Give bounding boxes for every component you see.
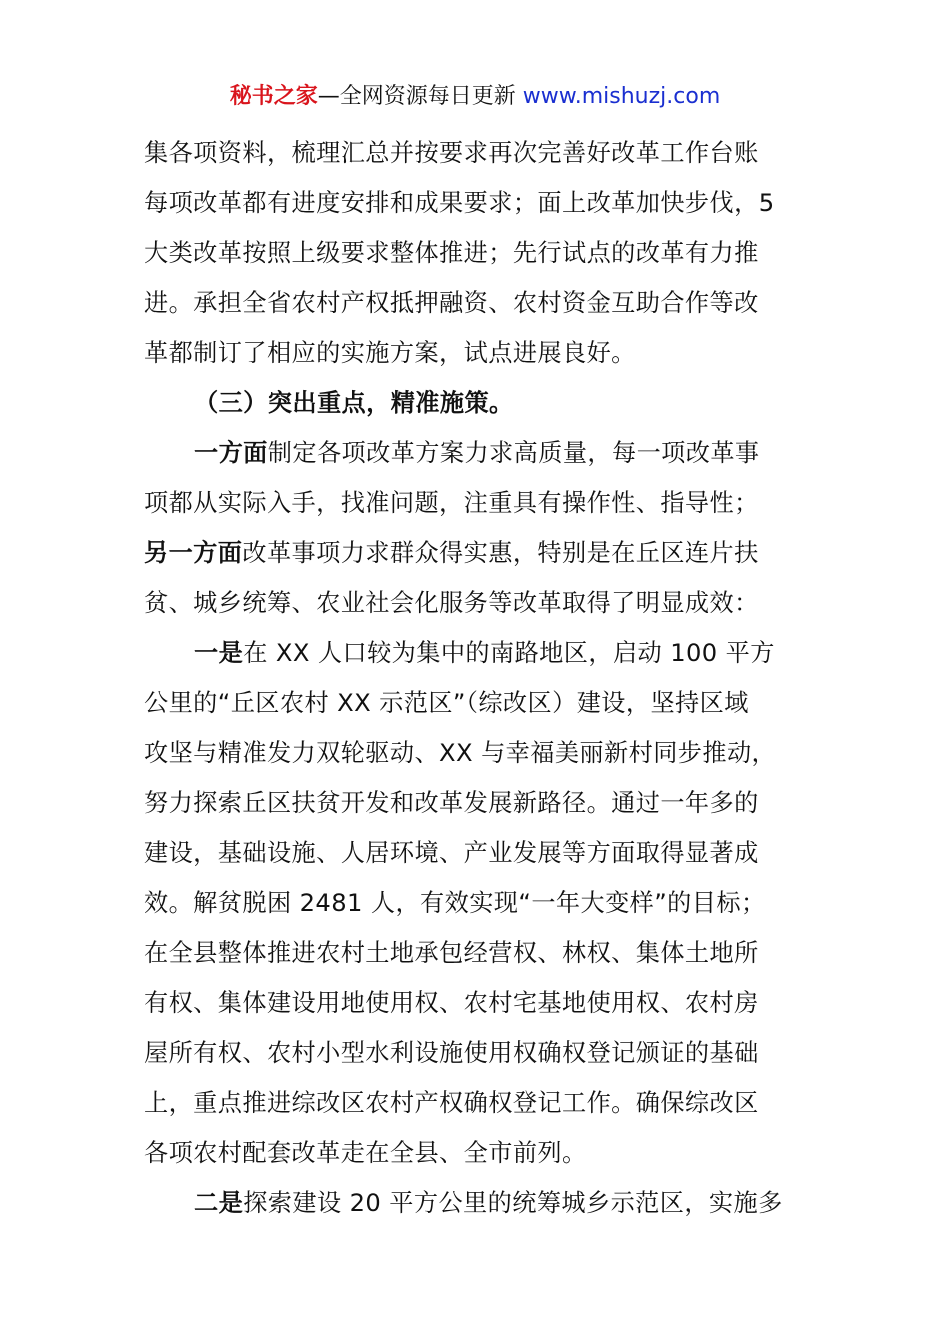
- text-line: [144, 178, 808, 228]
- text-line: [144, 128, 808, 178]
- text-line: [144, 1028, 808, 1078]
- line-text: 项都从实际入手，找准问题，注重具有操作性、指导性；: [144, 489, 759, 517]
- line-text: 屋所有权、农村小型水利设施使用权确权登记颁证的基础: [144, 1039, 759, 1067]
- line-text: 攻坚与精准发力双轮驱动、XX 与幸福美丽新村同步推动，: [144, 739, 777, 767]
- text-line: [144, 978, 808, 1028]
- line-text: 有权、集体建设用地使用权、农村宅基地使用权、农村房: [144, 989, 759, 1017]
- text-line: [144, 1078, 808, 1128]
- text-line: [144, 1178, 808, 1228]
- text-line: [144, 728, 808, 778]
- site-url[interactable]: www.mishuzj.com: [522, 84, 721, 109]
- text-line: [144, 228, 808, 278]
- line-text: 集各项资料，梳理汇总并按要求再次完善好改革工作台账: [144, 139, 759, 167]
- bold-lead: 一是: [194, 639, 244, 667]
- heading-text: （三）突出重点，精准施策。: [194, 389, 514, 417]
- text-line: [144, 1128, 808, 1178]
- text-line: [144, 528, 808, 578]
- line-text: 公里的“丘区农村 XX 示范区”（综改区）建设，坚持区域: [144, 689, 749, 717]
- text-line: [144, 628, 808, 678]
- line-text: 改革事项力求群众得实惠，特别是在丘区连片扶: [242, 539, 759, 567]
- site-brand: 秘书之家: [229, 84, 318, 109]
- line-text: 各项农村配套改革走在全县、全市前列。: [144, 1139, 587, 1167]
- text-line: [144, 578, 808, 628]
- line-text: 探索建设 20 平方公里的统筹城乡示范区，实施多: [243, 1189, 783, 1217]
- bold-lead: 二是: [194, 1189, 244, 1217]
- line-text: 在全县整体推进农村土地承包经营权、林权、集体土地所: [144, 939, 759, 967]
- line-text: 建设，基础设施、人居环境、产业发展等方面取得显著成: [144, 839, 759, 867]
- line-text: 革都制订了相应的实施方案，试点进展良好。: [144, 339, 636, 367]
- text-line: [144, 828, 808, 878]
- text-line: [144, 928, 808, 978]
- line-text: 在 XX 人口较为集中的南路地区，启动 100 平方: [243, 639, 775, 667]
- line-text: 努力探索丘区扶贫开发和改革发展新路径。通过一年多的: [144, 789, 759, 817]
- line-text: 每项改革都有进度安排和成果要求；面上改革加快步伐，5: [144, 189, 775, 217]
- text-line: [144, 278, 808, 328]
- text-line: [144, 778, 808, 828]
- text-line: [144, 878, 808, 928]
- line-text: 制定各项改革方案力求高质量，每一项改革事: [267, 439, 760, 467]
- bold-lead: 另一方面: [144, 539, 243, 567]
- bold-lead: 一方面: [194, 439, 268, 467]
- line-text: 效。解贫脱困 2481 人，有效实现“一年大变样”的目标；: [144, 889, 766, 917]
- text-line: [144, 428, 808, 478]
- line-text: 贫、城乡统筹、农业社会化服务等改革取得了明显成效：: [144, 589, 759, 617]
- section-heading: [144, 378, 808, 428]
- line-text: 上，重点推进综改区农村产权确权登记工作。确保综改区: [144, 1089, 759, 1117]
- site-header: [0, 80, 950, 114]
- line-text: 大类改革按照上级要求整体推进；先行试点的改革有力推: [144, 239, 759, 267]
- text-line: [144, 328, 808, 378]
- site-tagline: —全网资源每日更新: [317, 84, 523, 109]
- document-body: [144, 128, 808, 1228]
- text-line: [144, 478, 808, 528]
- line-text: 进。承担全省农村产权抵押融资、农村资金互助合作等改: [144, 289, 759, 317]
- text-line: [144, 678, 808, 728]
